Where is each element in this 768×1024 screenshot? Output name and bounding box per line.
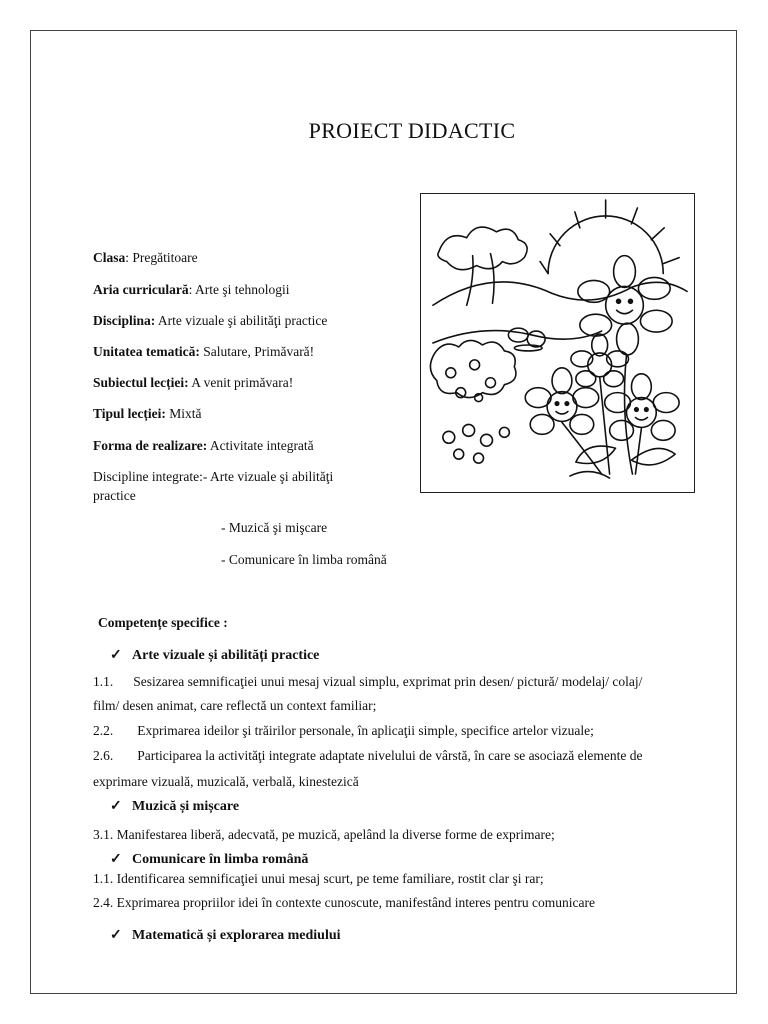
field-value: Arte vizuale şi abilităţi practice — [157, 313, 328, 328]
competence-item — [93, 674, 642, 690]
integrated-discipline-item: - Comunicare în limba română — [221, 552, 387, 567]
section-heading: Arte vizuale și abilități practice — [132, 648, 320, 663]
section-comunicare — [110, 851, 308, 868]
competence-item: 2.4. Exprimarea propriilor idei în contexte cunoscute, manifestând interes pentru comunicare — [93, 895, 595, 910]
item-text: Exprimarea ideilor şi trăirilor personale, în aplicaţii simple, specifice artelor vizuale; — [137, 723, 594, 738]
integrated-disciplines-line: practice — [93, 488, 136, 503]
field-value: Arte şi tehnologii — [195, 282, 290, 297]
competence-item-continuation: film/ desen animat, care reflectă un context familiar; — [93, 698, 377, 713]
field-value: Pregătitoare — [132, 250, 198, 265]
field-value: A venit primăvara! — [191, 375, 294, 390]
page-title: PROIECT DIDACTIC — [308, 118, 516, 143]
field-value: Salutare, Primăvară! — [203, 344, 315, 359]
checkmark-icon: ✓ — [110, 799, 122, 814]
field-value: Mixtă — [169, 406, 202, 421]
flower-shape — [525, 368, 598, 435]
field-sep: : — [188, 282, 195, 297]
item-number: 1.1. — [93, 674, 114, 689]
field-label: Clasa — [93, 250, 126, 265]
item-number: 2.2. — [93, 723, 114, 738]
field-forma-de-realizare — [93, 438, 314, 454]
flowers-drawing — [421, 194, 694, 492]
item-number: 2.6. — [93, 748, 114, 763]
field-aria-curriculara — [93, 282, 290, 298]
tree-shape — [438, 227, 527, 305]
field-unitatea-tematica — [93, 344, 314, 360]
competence-item — [93, 748, 643, 764]
section-heading: Matematică și explorarea mediului — [132, 928, 341, 943]
field-label: Tipul lecției: — [93, 406, 166, 421]
integrated-discipline-item: - Muzică şi mişcare — [221, 520, 328, 535]
field-label: Aria curriculară — [93, 282, 189, 297]
checkmark-icon: ✓ — [110, 852, 122, 867]
field-label: Forma de realizare: — [93, 438, 208, 453]
page-border — [30, 30, 737, 994]
field-label: Unitatea tematică: — [93, 344, 200, 359]
field-label: Subiectul lecției: — [93, 375, 189, 390]
checkmark-icon: ✓ — [110, 928, 122, 943]
item-text: Participarea la activităţi integrate adaptate nivelului de vârstă, în care se asociază elemente de — [137, 748, 643, 763]
checkmark-icon: ✓ — [110, 648, 122, 663]
competence-item-continuation: exprimare vizuală, muzicală, verbală, kinestezică — [93, 774, 359, 789]
section-muzica — [110, 798, 239, 815]
competence-item: 1.1. Identificarea semnificaţiei unui mesaj scurt, pe teme familiare, rostit clar şi rar; — [93, 871, 544, 886]
bush-shape — [430, 340, 516, 463]
field-disciplina — [93, 313, 327, 329]
section-heading: Comunicare în limba română — [132, 852, 309, 867]
field-label: Disciplina: — [93, 313, 156, 328]
competence-item: 3.1. Manifestarea liberă, adecvată, pe muzică, apelând la diverse forme de exprimare; — [93, 827, 555, 842]
field-tipul-lectiei — [93, 406, 202, 422]
section-matematica — [110, 927, 341, 944]
section-heading: Muzică și mișcare — [132, 799, 240, 814]
spring-flowers-illustration — [420, 193, 695, 493]
section-arte — [110, 647, 319, 664]
competence-item — [93, 723, 594, 739]
field-subiectul-lectiei — [93, 375, 293, 391]
integrated-disciplines-line: Discipline integrate:- Arte vizuale şi abilităţi — [93, 469, 334, 484]
competences-title: Competențe specifice : — [98, 615, 228, 630]
field-sep: : — [125, 250, 133, 265]
sun-shape — [540, 200, 679, 273]
item-text: Sesizarea semnificaţiei unui mesaj vizual simplu, exprimat prin desen/ pictură/ modelaj/ colaj/ — [133, 674, 643, 689]
field-clasa — [93, 250, 198, 266]
field-value: Activitate integrată — [209, 438, 314, 453]
hill-line — [433, 331, 602, 343]
